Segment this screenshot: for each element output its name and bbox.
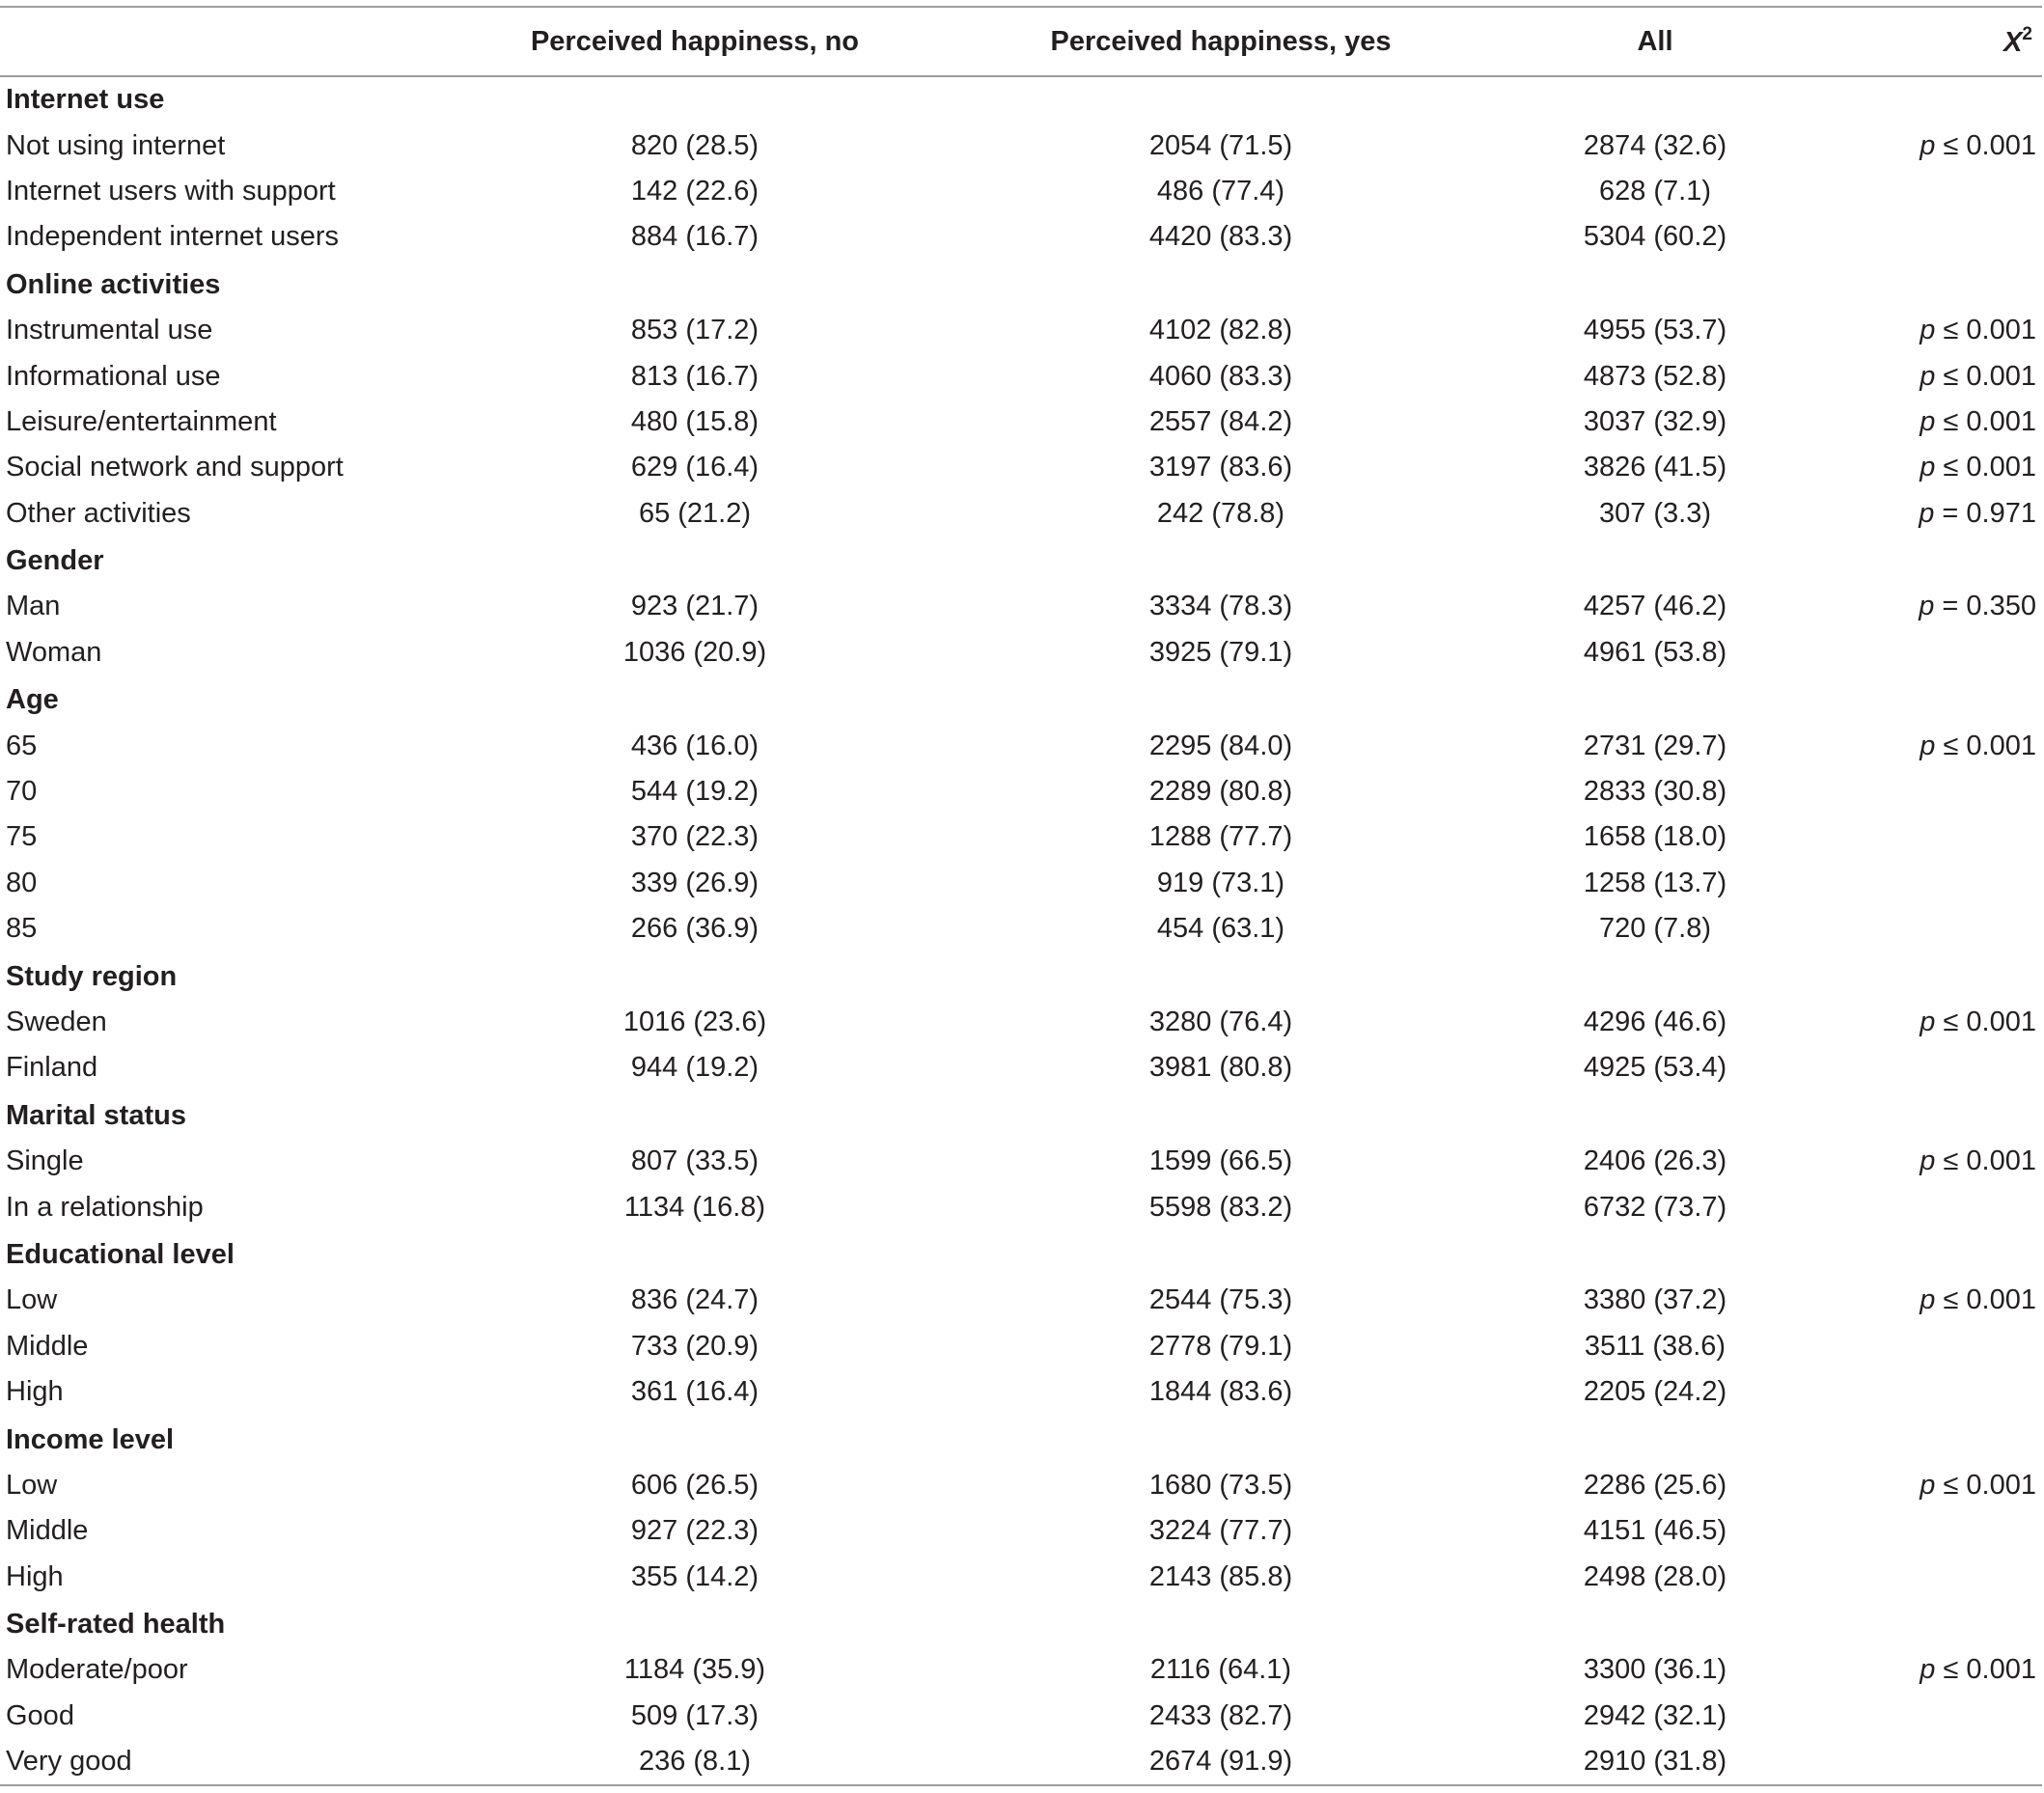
section-title: Online activities (6, 268, 221, 300)
cell-happiness-yes: 2544 (75.3) (1148, 1284, 1293, 1316)
empty-cell (1814, 75, 2042, 123)
row-label: Sweden (6, 1007, 107, 1037)
p-value: ≤ 0.001 (1935, 129, 2036, 161)
cell-happiness-yes: 3197 (83.6) (1148, 452, 1293, 483)
cell-happiness-yes: 4420 (83.3) (1148, 221, 1293, 253)
cell-p-value (1814, 584, 2042, 629)
cell-happiness-yes: 2557 (84.2) (1148, 405, 1293, 437)
p-value: ≤ 0.001 (1935, 452, 2036, 483)
cell-all: 2910 (31.8) (1583, 1746, 1727, 1778)
table-row (0, 1324, 2042, 1369)
row-label: Not using internet (6, 129, 226, 161)
cell-all: 5304 (60.2) (1583, 221, 1727, 253)
cell-all: 4257 (46.2) (1583, 591, 1727, 622)
section-header-row (0, 537, 2042, 584)
section-header-row (0, 676, 2042, 723)
empty-cell (1814, 1091, 2042, 1139)
p-value: ≤ 0.001 (1935, 1284, 2036, 1316)
p-value: ≤ 0.001 (1935, 1007, 2036, 1037)
section-title: Income level (6, 1423, 175, 1455)
row-label: Good (6, 1699, 74, 1731)
cell-all: 2942 (32.1) (1583, 1699, 1727, 1731)
chi-square-symbol: X (2003, 27, 2023, 58)
cell-happiness-no: 509 (17.3) (630, 1699, 760, 1731)
cell-happiness-no: 266 (36.9) (630, 913, 760, 945)
cell-happiness-no: 853 (17.2) (630, 315, 760, 346)
cell-happiness-no: 1134 (16.8) (623, 1191, 766, 1223)
cell-happiness-no: 339 (26.9) (630, 867, 760, 898)
cell-all: 628 (7.1) (1598, 175, 1712, 207)
cell-happiness-no: 236 (8.1) (638, 1746, 752, 1778)
p-value: ≤ 0.001 (1935, 1145, 2036, 1177)
cell-happiness-no: 733 (20.9) (630, 1330, 760, 1362)
p-symbol: p (1920, 1145, 1936, 1177)
table-row (0, 1739, 2042, 1784)
cell-all: 4151 (46.5) (1583, 1515, 1727, 1547)
table-row (0, 769, 2042, 814)
cell-happiness-yes: 242 (78.8) (1156, 497, 1285, 529)
empty-cell (946, 261, 1496, 308)
header-chi-square (1814, 8, 2042, 75)
cell-happiness-no: 1016 (23.6) (622, 1007, 767, 1037)
cell-happiness-yes: 4102 (82.8) (1148, 315, 1293, 346)
cell-p-value (1814, 400, 2042, 445)
cell-all: 3380 (37.2) (1583, 1284, 1727, 1316)
cell-p-value (1814, 1739, 2042, 1784)
cell-p-value (1814, 1324, 2042, 1369)
cell-p-value (1814, 1139, 2042, 1184)
cell-p-value (1814, 1184, 2042, 1229)
empty-cell (444, 1091, 946, 1139)
section-title: Gender (6, 545, 104, 577)
row-label: 75 (6, 821, 38, 853)
row-label: Finland (6, 1052, 98, 1084)
cell-happiness-no: 480 (15.8) (630, 405, 760, 437)
empty-cell (444, 261, 946, 308)
empty-cell (1496, 1415, 1814, 1462)
row-label: Very good (6, 1746, 132, 1778)
cell-all: 2874 (32.6) (1583, 129, 1727, 161)
cell-happiness-no: 927 (22.3) (630, 1515, 760, 1547)
cell-all: 3300 (36.1) (1583, 1654, 1727, 1686)
empty-cell (946, 1230, 1496, 1278)
table-row (0, 1184, 2042, 1229)
empty-cell (946, 1600, 1496, 1647)
cell-p-value (1814, 491, 2042, 537)
cell-p-value (1814, 353, 2042, 399)
cell-p-value (1814, 906, 2042, 952)
cell-happiness-no: 606 (26.5) (630, 1469, 760, 1501)
section-header-row (0, 261, 2042, 308)
cell-happiness-yes: 5598 (83.2) (1148, 1191, 1293, 1223)
empty-cell (1496, 1600, 1814, 1647)
cell-happiness-yes: 1680 (73.5) (1148, 1469, 1293, 1501)
cell-p-value (1814, 308, 2042, 353)
table-row (0, 1508, 2042, 1554)
p-value: ≤ 0.001 (1935, 405, 2036, 437)
row-label: Independent internet users (6, 221, 340, 253)
table-row (0, 400, 2042, 445)
cell-happiness-yes: 2433 (82.7) (1148, 1699, 1293, 1731)
header-happiness-yes: Perceived happiness, yes (1050, 25, 1392, 57)
row-label: 80 (6, 867, 38, 898)
cell-p-value (1814, 1508, 2042, 1554)
row-label: Other activities (6, 497, 191, 529)
table-row (0, 123, 2042, 168)
section-title: Internet use (6, 84, 165, 116)
header-row (0, 8, 2042, 75)
empty-cell (946, 75, 1496, 123)
table-row (0, 308, 2042, 353)
cell-all: 1658 (18.0) (1583, 821, 1727, 853)
empty-cell (1496, 75, 1814, 123)
cell-p-value (1814, 1045, 2042, 1090)
empty-cell (1496, 676, 1814, 723)
cell-happiness-no: 1036 (20.9) (622, 636, 767, 668)
empty-cell (1814, 1600, 2042, 1647)
table-row (0, 214, 2042, 260)
row-label: 70 (6, 776, 38, 808)
cell-happiness-yes: 1844 (83.6) (1148, 1376, 1293, 1408)
cell-happiness-no: 884 (16.7) (630, 221, 760, 253)
row-label: Informational use (6, 360, 221, 392)
cell-happiness-yes: 1599 (66.5) (1148, 1145, 1293, 1177)
table-row (0, 814, 2042, 860)
p-value: = 0.971 (1934, 497, 2036, 529)
header-all: All (1637, 25, 1673, 57)
cell-happiness-yes: 3224 (77.7) (1148, 1515, 1293, 1547)
cell-all: 3037 (32.9) (1583, 405, 1727, 437)
cell-all: 2406 (26.3) (1583, 1145, 1727, 1177)
table-row (0, 169, 2042, 214)
cell-happiness-no: 355 (14.2) (630, 1560, 760, 1592)
empty-cell (946, 676, 1496, 723)
cell-happiness-no: 836 (24.7) (630, 1284, 760, 1316)
row-label: Instrumental use (6, 315, 213, 346)
cell-p-value (1814, 814, 2042, 860)
table-row (0, 353, 2042, 399)
cell-p-value (1814, 1555, 2042, 1600)
cell-happiness-no: 820 (28.5) (630, 129, 760, 161)
empty-cell (1814, 1230, 2042, 1278)
cell-all: 4925 (53.4) (1583, 1052, 1727, 1084)
p-symbol: p (1920, 129, 1936, 161)
cell-happiness-yes: 2116 (64.1) (1149, 1654, 1292, 1686)
cell-happiness-no: 944 (19.2) (630, 1052, 760, 1084)
p-value: ≤ 0.001 (1935, 730, 2036, 761)
section-header-row (0, 1230, 2042, 1278)
section-title: Age (6, 684, 59, 716)
cell-happiness-yes: 2143 (85.8) (1148, 1560, 1293, 1592)
p-value: ≤ 0.001 (1935, 360, 2036, 392)
cell-happiness-yes: 919 (73.1) (1156, 867, 1285, 898)
cell-p-value (1814, 445, 2042, 490)
row-label: 65 (6, 730, 38, 761)
empty-cell (1496, 537, 1814, 584)
cell-happiness-yes: 3925 (79.1) (1148, 636, 1293, 668)
table-row (0, 1278, 2042, 1323)
cell-p-value (1814, 123, 2042, 168)
table-row (0, 445, 2042, 490)
bottom-rule (0, 1784, 2042, 1786)
empty-cell (946, 1415, 1496, 1462)
p-value: = 0.350 (1934, 591, 2036, 622)
chi-square-superscript: 2 (2022, 24, 2032, 44)
cell-happiness-yes: 2295 (84.0) (1148, 730, 1293, 761)
cell-happiness-yes: 4060 (83.3) (1148, 360, 1293, 392)
empty-cell (1496, 952, 1814, 999)
row-label: 85 (6, 913, 38, 945)
row-label: High (6, 1560, 64, 1592)
empty-cell (444, 952, 946, 999)
cell-all: 3826 (41.5) (1583, 452, 1727, 483)
empty-cell (946, 537, 1496, 584)
table-row (0, 491, 2042, 537)
empty-cell (946, 952, 1496, 999)
section-title: Marital status (6, 1099, 186, 1131)
p-symbol: p (1919, 497, 1935, 529)
table-row (0, 630, 2042, 676)
section-header-row (0, 1415, 2042, 1462)
section-title: Educational level (6, 1238, 235, 1270)
cell-happiness-yes: 454 (63.1) (1156, 913, 1285, 945)
cell-happiness-yes: 2674 (91.9) (1148, 1746, 1293, 1778)
cell-happiness-no: 544 (19.2) (630, 776, 760, 808)
empty-cell (444, 1415, 946, 1462)
p-symbol: p (1920, 405, 1936, 437)
table-row (0, 1463, 2042, 1508)
empty-cell (1814, 261, 2042, 308)
p-value: ≤ 0.001 (1935, 315, 2036, 346)
section-title: Self-rated health (6, 1609, 226, 1641)
p-symbol: p (1920, 1284, 1936, 1316)
p-symbol: p (1920, 1654, 1936, 1686)
cell-p-value (1814, 169, 2042, 214)
p-symbol: p (1920, 1469, 1936, 1501)
empty-cell (1814, 537, 2042, 584)
row-label: Social network and support (6, 452, 344, 483)
row-label: Low (6, 1284, 58, 1316)
cell-p-value (1814, 723, 2042, 768)
p-symbol: p (1920, 315, 1936, 346)
empty-cell (444, 676, 946, 723)
cell-p-value (1814, 630, 2042, 676)
cell-all: 720 (7.8) (1598, 913, 1712, 945)
header-happiness-no: Perceived happiness, no (530, 25, 860, 57)
cell-happiness-no: 65 (21.2) (638, 497, 752, 529)
cell-happiness-no: 923 (21.7) (630, 591, 760, 622)
empty-cell (1496, 1091, 1814, 1139)
table-row (0, 1647, 2042, 1693)
empty-cell (1814, 1415, 2042, 1462)
empty-cell (1814, 952, 2042, 999)
table-row (0, 723, 2042, 768)
empty-cell (444, 75, 946, 123)
cell-all: 4873 (52.8) (1583, 360, 1727, 392)
cell-all: 2731 (29.7) (1583, 730, 1727, 761)
cell-all: 2498 (28.0) (1583, 1560, 1727, 1592)
p-value: ≤ 0.001 (1935, 1469, 2036, 1501)
cell-all: 4961 (53.8) (1583, 636, 1727, 668)
cell-all: 2205 (24.2) (1583, 1376, 1727, 1408)
empty-cell (1496, 261, 1814, 308)
cell-all: 307 (3.3) (1598, 497, 1712, 529)
table-row (0, 906, 2042, 952)
row-label: Woman (6, 636, 102, 668)
cell-happiness-yes: 2054 (71.5) (1148, 129, 1293, 161)
p-symbol: p (1920, 730, 1936, 761)
row-label: Middle (6, 1515, 89, 1547)
empty-cell (1496, 1230, 1814, 1278)
cell-all: 4296 (46.6) (1583, 1007, 1727, 1037)
cell-p-value (1814, 1369, 2042, 1415)
cell-p-value (1814, 861, 2042, 906)
section-header-row (0, 952, 2042, 999)
cell-p-value (1814, 1278, 2042, 1323)
section-header-row (0, 1600, 2042, 1647)
cell-happiness-no: 1184 (35.9) (623, 1654, 766, 1686)
table-row (0, 1045, 2042, 1090)
cell-all: 1258 (13.7) (1583, 867, 1727, 898)
section-header-row (0, 75, 2042, 123)
cell-happiness-yes: 3280 (76.4) (1148, 1007, 1293, 1037)
table-body (0, 75, 2042, 1784)
table-row (0, 1555, 2042, 1600)
row-label: Low (6, 1469, 58, 1501)
cell-happiness-yes: 2289 (80.8) (1148, 776, 1293, 808)
cell-happiness-no: 629 (16.4) (630, 452, 760, 483)
cell-happiness-no: 807 (33.5) (630, 1145, 760, 1177)
cell-all: 3511 (38.6) (1584, 1330, 1726, 1362)
header-rule (0, 75, 2042, 77)
row-label: Middle (6, 1330, 89, 1362)
table-row (0, 1000, 2042, 1045)
cell-happiness-no: 813 (16.7) (630, 360, 760, 392)
empty-cell (1814, 676, 2042, 723)
cell-all: 6732 (73.7) (1583, 1191, 1727, 1223)
p-symbol: p (1920, 360, 1936, 392)
cell-happiness-yes: 3981 (80.8) (1148, 1052, 1293, 1084)
row-label: Leisure/entertainment (6, 405, 277, 437)
p-symbol: p (1920, 452, 1936, 483)
header-label-column (0, 8, 444, 75)
cell-all: 2833 (30.8) (1583, 776, 1727, 808)
happiness-table (0, 8, 2042, 1784)
table-row (0, 1694, 2042, 1739)
table-row (0, 1139, 2042, 1184)
data-table-container (0, 6, 2042, 1786)
row-label: Single (6, 1145, 84, 1177)
table-row (0, 1369, 2042, 1415)
section-title: Study region (6, 960, 178, 992)
empty-cell (444, 1230, 946, 1278)
p-value: ≤ 0.001 (1935, 1654, 2036, 1686)
cell-p-value (1814, 1647, 2042, 1693)
cell-p-value (1814, 1694, 2042, 1739)
cell-all: 2286 (25.6) (1583, 1469, 1727, 1501)
cell-all: 4955 (53.7) (1583, 315, 1727, 346)
cell-happiness-yes: 1288 (77.7) (1148, 821, 1293, 853)
row-label: Moderate/poor (6, 1654, 188, 1686)
cell-p-value (1814, 214, 2042, 260)
cell-happiness-yes: 2778 (79.1) (1148, 1330, 1293, 1362)
empty-cell (946, 1091, 1496, 1139)
cell-happiness-yes: 3334 (78.3) (1148, 591, 1293, 622)
row-label: In a relationship (6, 1191, 204, 1223)
table-row (0, 584, 2042, 629)
cell-p-value (1814, 769, 2042, 814)
cell-p-value (1814, 1000, 2042, 1045)
p-symbol: p (1920, 1007, 1936, 1037)
cell-happiness-no: 142 (22.6) (630, 175, 760, 207)
cell-p-value (1814, 1463, 2042, 1508)
row-label: Man (6, 591, 61, 622)
empty-cell (444, 1600, 946, 1647)
cell-happiness-no: 370 (22.3) (630, 821, 760, 853)
table-row (0, 861, 2042, 906)
p-symbol: p (1919, 591, 1935, 622)
row-label: Internet users with support (6, 175, 336, 207)
row-label: High (6, 1376, 64, 1408)
empty-cell (444, 537, 946, 584)
cell-happiness-no: 436 (16.0) (630, 730, 760, 761)
cell-happiness-yes: 486 (77.4) (1156, 175, 1285, 207)
section-header-row (0, 1091, 2042, 1139)
cell-happiness-no: 361 (16.4) (630, 1376, 760, 1408)
